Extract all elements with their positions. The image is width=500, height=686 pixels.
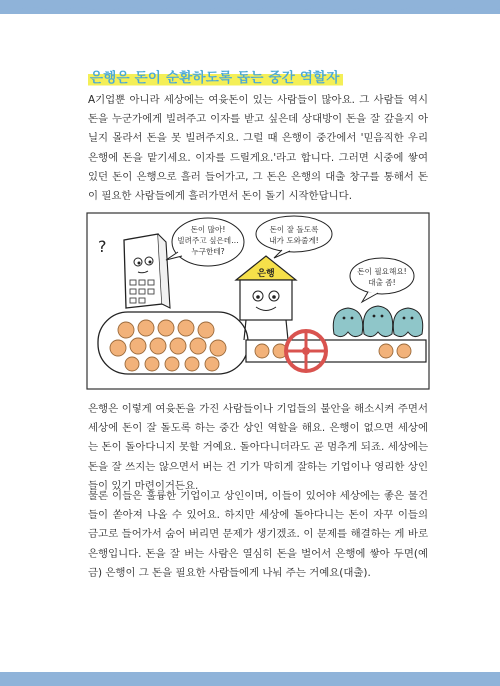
valve-wheel xyxy=(286,331,326,371)
paragraph-solution: 물론 이들은 훌륭한 기업이고 상인이며, 이들이 있어야 세상에는 좋은 물건들이 쏟아져 나올 수 있어요. 하지만 세상에 돌아다니는 돈이 자꾸 이들의 금고로 들어가서 숨어 버리면 문제가 생기겠죠. 이 문제를 해결하는 게 바로 은행입니다. 돈을 잘 버는 사람은 열심히 돈을 벌어서 은행에 쌓아 두면(예금) 은행이 그 돈을 필요한 사람들에게 나눠 주는 거예요(대출). xyxy=(88,490,428,579)
bank-bubble-line-1: 돈이 잘 돌도록 xyxy=(269,225,319,234)
section-heading-wrap xyxy=(88,66,343,87)
paragraph-bank-role: 은행은 이렇게 여윳돈을 가진 사람들이나 기업들의 불안을 해소시켜 주면서 세상에 돈이 잘 돌도록 하는 중간 상인 역할을 해요. 은행이 없으면 세상에는 돈이 돌아다니지 못할 거예요. 돌아다니더라도 곧 멈추게 되죠. 세상에는 돈을 잘 쓰지는 않으면서 버는 건 기가 막히게 잘하는 기업이나 영리한 상인들이 있기 마련이거든요. xyxy=(88,403,428,492)
bank-sign: 은행 xyxy=(257,269,275,279)
bank-illustration xyxy=(86,212,430,390)
bottom-decorative-band xyxy=(0,672,500,686)
bank-bubble-line-2: 내가 도와줄게! xyxy=(269,236,319,245)
money-pipe xyxy=(246,340,426,362)
company-bubble-line-2: 빌려주고 싶은데… xyxy=(177,236,239,245)
people-bubble-line-2: 대출 좀! xyxy=(368,278,396,287)
company-bubble-line-1: 돈이 많아! xyxy=(190,225,226,234)
question-mark: ? xyxy=(98,237,107,256)
company-building-character xyxy=(124,234,170,308)
paragraph-intro: A기업뿐 아니라 세상에는 여윳돈이 있는 사람들이 많아요. 그 사람들 역시 돈을 누군가에게 빌려주고 이자를 받고 싶은데 상대방이 돈을 잘 갚을지 아닐지 몰라서 돈을 못 빌려주지요. 그럴 때 은행이 중간에서 '믿음직한 우리 은행에 돈을 맡기세요. 이자를 드릴게요.'라고 합니다. 그러면 시중에 쌓여 있던 돈이 은행으로 흘러 들어가고, 그 돈은 은행의 대출 창구를 통해서 돈이 필요한 사람들에게 흘러가면서 돈이 돌기 시작한답니다. xyxy=(88,94,428,203)
people-bubble-line-1: 돈이 필요해요! xyxy=(357,267,407,276)
coin-vault xyxy=(98,312,248,374)
top-decorative-band xyxy=(0,0,500,14)
section-heading: 은행은 돈이 순환하도록 돕는 중간 역할자 xyxy=(88,66,343,87)
people-characters xyxy=(333,306,422,337)
company-bubble-line-3: 누구한테? xyxy=(191,247,225,256)
